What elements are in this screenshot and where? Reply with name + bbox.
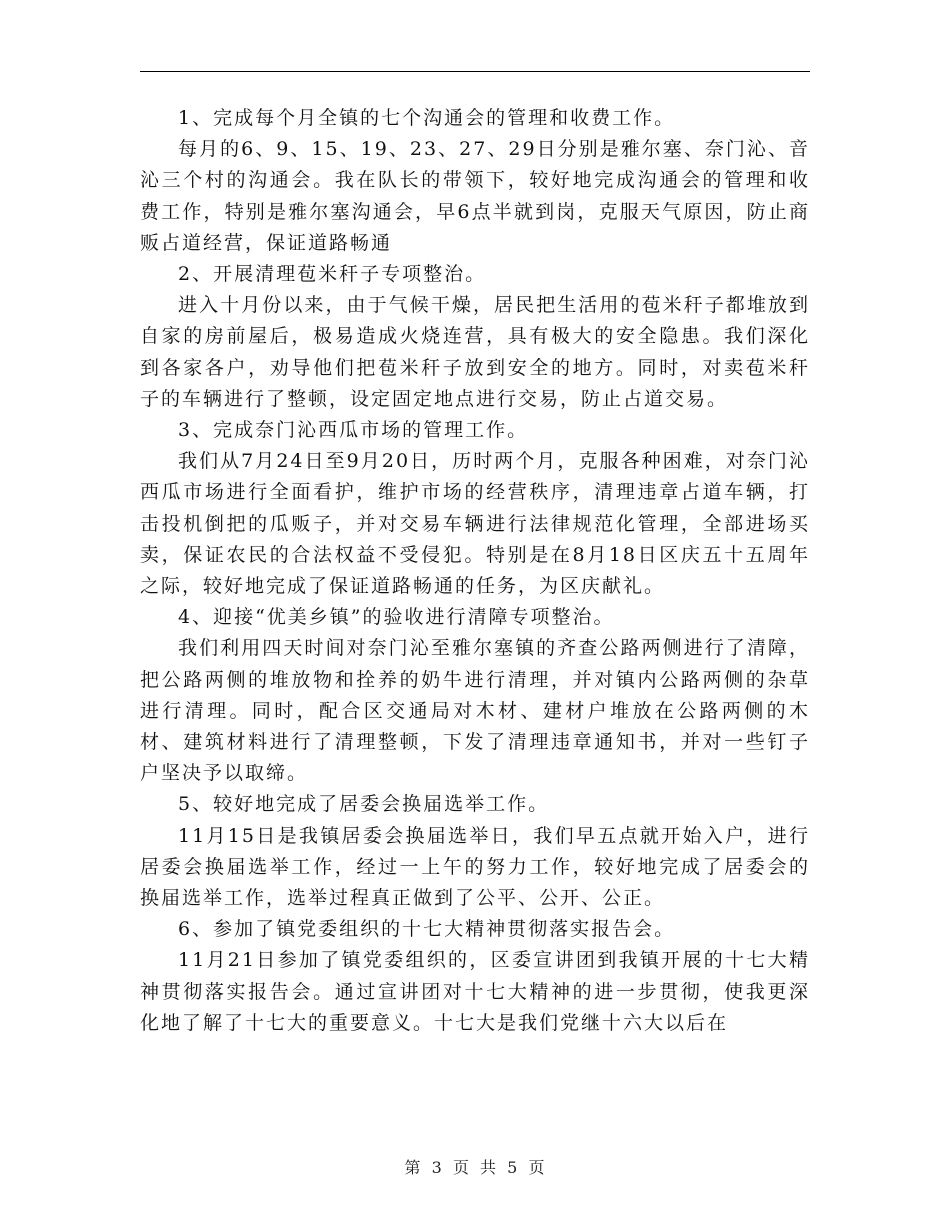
section-heading-5: 5、较好地完成了居委会换届选举工作。 xyxy=(178,793,550,816)
header-rule xyxy=(140,71,810,72)
body-paragraph: 11月21日参加了镇党委组织的，区委宣讲团到我镇开展的十七大精神贯彻落实报告会。通过宣讲团对十七大精神的进一步贯彻，使我更深化地了解了十七大的重要意义。十七大是我们党继十六大以后在 xyxy=(140,949,810,1034)
page-footer xyxy=(0,1155,950,1178)
footer-current-page: 3 xyxy=(431,1158,443,1177)
footer-label-total-unit: 页 xyxy=(528,1158,546,1177)
body-paragraph: 我们从7月24日至9月20日，历时两个月，克服各种困难，对奈门沁西瓜市场进行全面看护，维护市场的经营秩序，清理违章占道车辆，打击投机倒把的瓜贩子，并对交易车辆进行法律规范化管理，全部进场买卖，保证农民的合法权益不受侵犯。特别是在8月18日区庆五十五周年之际，较好地完成了保证道路畅通的任务，为区庆献礼。 xyxy=(140,450,810,598)
footer-label-page-unit: 页 xyxy=(452,1158,470,1177)
section-heading-6: 6、参加了镇党委组织的十七大精神贯彻落实报告会。 xyxy=(178,918,676,941)
footer-label-page: 第 xyxy=(404,1158,422,1177)
section-heading-2: 2、开展清理苞米秆子专项整治。 xyxy=(178,263,487,286)
section-heading-3: 3、完成奈门沁西瓜市场的管理工作。 xyxy=(178,419,529,442)
section-heading-4: 4、迎接“优美乡镇”的验收进行清障专项整治。 xyxy=(178,606,615,629)
footer-label-total: 共 xyxy=(480,1158,498,1177)
body-paragraph: 进入十月份以来，由于气候干燥，居民把生活用的苞米秆子都堆放到自家的房前屋后，极易造成火烧连营，具有极大的安全隐患。我们深化到各家各户，劝导他们把苞米秆子放到安全的地方。同时，对卖苞米秆子的车辆进行了整顿，设定固定地点进行交易，防止占道交易。 xyxy=(140,294,810,410)
body-paragraph: 我们利用四天时间对奈门沁至雅尔塞镇的齐查公路两侧进行了清障，把公路两侧的堆放物和拴养的奶牛进行清理，并对镇内公路两侧的杂草进行清理。同时，配合区交通局对木材、建材户堆放在公路两侧的木材、建筑材料进行了清理整顿，下发了清理违章通知书，并对一些钉子户坚决予以取缔。 xyxy=(140,637,810,785)
section-heading-1: 1、完成每个月全镇的七个沟通会的管理和收费工作。 xyxy=(178,107,676,129)
body-paragraph: 每月的6、9、15、19、23、27、29日分别是雅尔塞、奈门沁、音沁三个村的沟通会。我在队长的带领下，较好地完成沟通会的管理和收费工作，特别是雅尔塞沟通会，早6点半就到岗，克服天气原因，防止商贩占道经营，保证道路畅通 xyxy=(140,138,810,254)
body-paragraph: 11月15日是我镇居委会换届选举日，我们早五点就开始入户，进行居委会换届选举工作，经过一上午的努力工作，较好地完成了居委会的换届选举工作，选举过程真正做到了公平、公开、公正。 xyxy=(140,824,810,910)
document-body xyxy=(140,103,810,1039)
footer-total-pages: 5 xyxy=(507,1158,519,1177)
